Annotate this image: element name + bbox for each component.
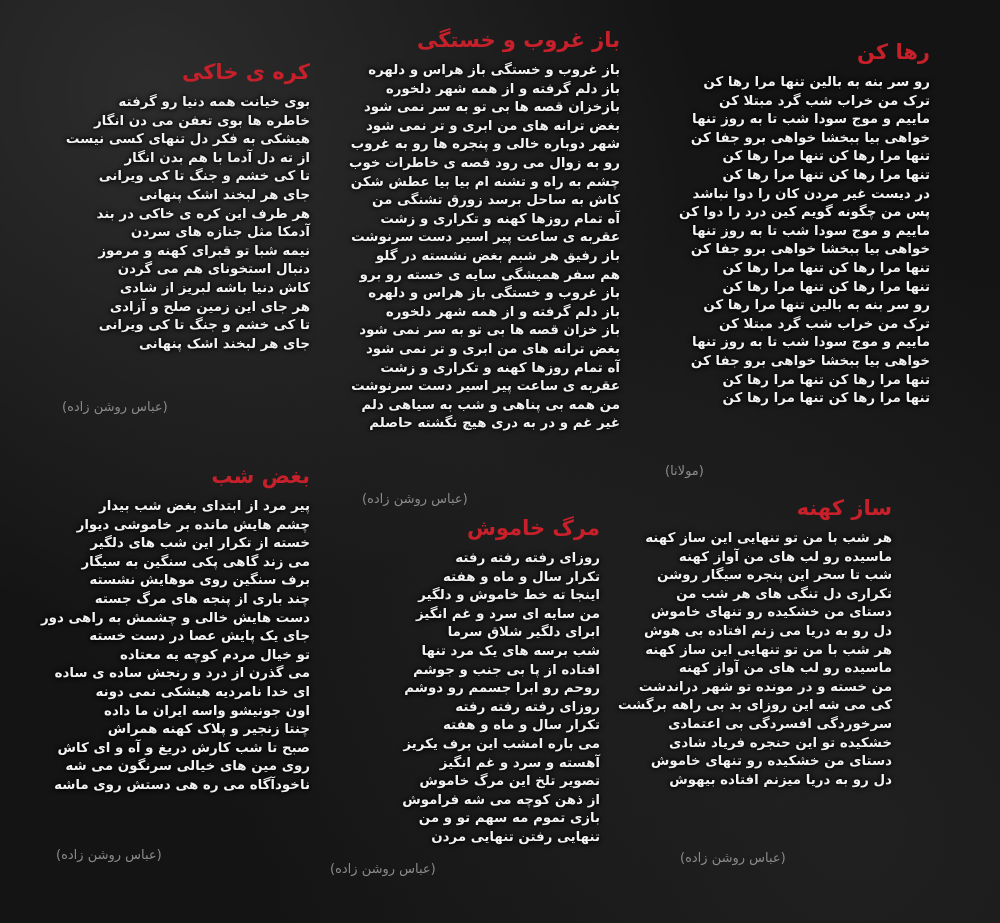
poem-line: تنها مرا رها کن تنها مرا رها کن: [722, 372, 930, 388]
poem-line: تا کی خشم و جنگ تا کی ویرانی: [98, 169, 310, 185]
poem-line: صبح تا شب کارش دریغ و آه و ای کاش: [57, 740, 310, 756]
poem-line: از ته دل آدما با هم بدن انگار: [124, 150, 310, 166]
poem-line: می باره امشب این برف یکریز: [403, 736, 600, 752]
poem-line: می زند گاهی پکی سنگین به سیگار: [81, 554, 310, 570]
poem-line: شهر دوباره خالی و پنجره ها رو به غروب: [350, 137, 620, 153]
poem-line: روحم رو ابرا جسمم رو دوشم: [404, 681, 600, 697]
poem-line: تا کی خشم و جنگ تا کی ویرانی: [98, 318, 310, 334]
poem-credit: (عباس روشن زاده): [330, 862, 436, 877]
poem-line: دستای من خشکیده رو تنهای خاموش: [650, 605, 892, 621]
poem-line: ماییم و موج سودا شب تا به روز تنها: [692, 335, 930, 351]
poem-line: چند باری از پنجه های مرگ جسته: [94, 591, 310, 607]
poem-line: تکرار سال و ماه و هفته: [443, 569, 600, 585]
poem-line: روزای رفته رفته رفته: [455, 551, 600, 566]
poem-line: ماییم و موج سودا شب تا به روز تنها: [692, 223, 930, 239]
poem-lines: [66, 94, 310, 354]
poem-line: سرخوردگی افسردگی بی اعتمادی: [668, 716, 892, 732]
poem-line: باز رفیق هر شبم بغض نشسته در گلو: [375, 248, 620, 264]
poem-line: رو سر بنه به بالین تنها مرا رها کن: [703, 298, 930, 314]
poem-line: تنها مرا رها کن تنها مرا رها کن: [722, 167, 930, 183]
poem-line: شب تا سحر این پنجره سیگار روشن: [657, 568, 892, 584]
poem-line: من همه بی پناهی و شب به سیاهی دلم: [361, 397, 620, 413]
poem-credit: (عباس روشن زاده): [362, 492, 468, 507]
poem-line: آهسته و سرد و غم انگیز: [439, 755, 600, 771]
poem-line: چنتا زنجیر و پلاک کهنه همراش: [107, 722, 310, 738]
poem-lines: [618, 530, 892, 790]
poem-line: کی می شه این روزای بد بی راهه برگشت: [617, 698, 892, 714]
poem-line: تکرار سال و ماه و هفته: [443, 718, 600, 734]
poem-line: جای هر لبخند اشک پنهانی: [139, 187, 310, 203]
poem-marg-khamoosh: [402, 514, 600, 848]
poem-line: بغض ترانه های من ابری و تر نمی شود: [365, 118, 620, 134]
poem-saz-kohne: [618, 494, 892, 790]
poem-credit: (عباس روشن زاده): [680, 851, 786, 866]
poem-line: ماسیده رو لب های من آواز کهنه: [678, 661, 892, 677]
poem-line: دستای من خشکیده رو تنهای خاموش: [650, 754, 892, 770]
poem-line: رو سر بنه به بالین تنها مرا رها کن: [703, 75, 930, 90]
poem-boghze-shab: [41, 462, 310, 796]
poem-line: تصویر تلخ این مرگ خاموش: [419, 774, 600, 790]
poem-line: ماییم و موج سودا شب تا به روز تنها: [692, 112, 930, 128]
poem-line: هر طرف این کره ی خاکی در بند: [96, 206, 310, 222]
poem-line: تنها مرا رها کن تنها مرا رها کن: [722, 279, 930, 295]
poem-title: ساز کهنه: [796, 496, 892, 520]
poem-line: ماسیده رو لب های من آواز کهنه: [678, 549, 892, 565]
poem-line: تکراری دل تنگی های هر شب من: [676, 586, 892, 602]
poem-line: دل رو به دریا میزنم افتاده بیهوش: [669, 772, 892, 788]
poem-line: هر شب با من تو تنهایی این ساز کهنه: [645, 531, 892, 546]
poem-line: آدمکا مثل جنازه های سردن: [130, 225, 310, 241]
poem-line: هر شب با من تو تنهایی این ساز کهنه: [645, 642, 892, 658]
poem-line: عقربه ی ساعت پیر اسیر دست سرنوشت: [351, 379, 620, 395]
poem-line: دنبال استخونای هم می گردن: [117, 262, 310, 278]
poem-line: خسته از تکرار این شب های دلگیر: [90, 536, 310, 552]
poem-line: تنهایی رفتن تنهایی مردن: [431, 829, 600, 845]
poem-line: باز خزان قصه ها بی تو به سر نمی شود: [359, 323, 620, 339]
poem-line: خواهی بیا ببخشا خواهی برو جفا کن: [690, 130, 930, 146]
poem-line: هم سفر همیشگی سایه ی خسته رو برو: [359, 267, 620, 283]
poem-line: پس من چگونه گویم کین درد را دوا کن: [679, 205, 930, 221]
poem-line: بازخزان قصه ها بی تو به سر نمی شود: [363, 100, 620, 116]
poem-line: برف سنگین روی موهایش نشسته: [89, 573, 310, 589]
poem-line: ابرای دلگیر شلاق سرما: [447, 625, 600, 641]
poem-line: نیمه شبا تو قبرای کهنه و مرموز: [98, 243, 310, 259]
poem-line: ترک من خراب شب گرد مبتلا کن: [719, 93, 930, 109]
poem-line: عقربه ی ساعت پیر اسیر دست سرنوشت: [351, 230, 620, 246]
poem-line: پیر مرد از ابتدای بغض شب بیدار: [99, 499, 310, 514]
poem-credit: (عباس روشن زاده): [62, 400, 168, 415]
poem-line: افتاده از پا بی جنب و جوشم: [413, 662, 600, 678]
poem-line: غیر غم و در به دری هیچ نگشته حاصلم: [369, 416, 620, 432]
poem-line: باز دلم گرفته و از همه شهر دلخوره: [385, 304, 620, 320]
poem-line: باز دلم گرفته و از همه شهر دلخوره: [385, 81, 620, 97]
poem-title: باز غروب و خستگی: [417, 28, 620, 52]
poem-line: ترک من خراب شب گرد مبتلا کن: [719, 316, 930, 332]
poem-line: شب برسه های یک مرد تنها: [421, 643, 600, 659]
poem-baz-ghoroob: [349, 26, 620, 434]
poem-title: رها کن: [857, 40, 930, 64]
poem-line: بغض ترانه های من ابری و تر نمی شود: [365, 341, 620, 357]
poem-line: اینجا ته خط خاموش و دلگیر: [418, 588, 600, 604]
poem-title: مرگ خاموش: [466, 516, 600, 540]
poem-line: تنها مرا رها کن تنها مرا رها کن: [722, 260, 930, 276]
poem-line: تنها مرا رها کن تنها مرا رها کن: [722, 391, 930, 407]
poem-title: بغض شب: [211, 464, 310, 488]
poem-line: آه تمام روزها کهنه و تکراری و زشت: [380, 211, 620, 227]
poem-line: باز غروب و خستگی باز هراس و دلهره: [368, 286, 620, 302]
poem-line: رو به زوال می رود قصه ی خاطرات خوب: [349, 155, 620, 171]
poem-line: خواهی بیا ببخشا خواهی برو جفا کن: [690, 353, 930, 369]
poem-line: ای خدا نامردیه هیشکی نمی دونه: [95, 684, 310, 700]
poem-line: اون جونیشو واسه ایران ما داده: [104, 703, 310, 719]
poem-line: من خسته و در مونده تو شهر دراندشت: [638, 679, 892, 695]
poem-line: دل رو به دریا می زنم افتاده بی هوش: [643, 623, 892, 639]
poem-kore-khaki: [66, 58, 310, 354]
poem-line: هیشکی به فکر دل تنهای کسی نیست: [65, 132, 310, 148]
poem-lines: [402, 550, 600, 848]
poem-line: کاش به ساحل برسد زورق تشنگی من: [372, 193, 620, 209]
poem-line: بوی خیانت همه دنیا رو گرفته: [118, 95, 310, 110]
poem-line: من سایه ای سرد و غم انگیز: [415, 606, 600, 622]
poem-line: جای هر لبخند اشک پنهانی: [139, 336, 310, 352]
poem-line: بازی تموم مه سهم تو و من: [418, 811, 600, 827]
poem-line: کاش دنیا باشه لبریز از شادی: [119, 280, 310, 296]
poem-line: آه تمام روزها کهنه و تکراری و زشت: [380, 360, 620, 376]
poem-line: هر جای این زمین صلح و آزادی: [109, 299, 310, 315]
poem-line: خشکیده تو این حنجره فریاد شادی: [669, 735, 892, 751]
poem-raha-kon: [679, 38, 930, 409]
poem-line: از ذهن کوچه می شه فراموش: [402, 792, 600, 808]
poem-title: کره ی خاکی: [181, 60, 310, 84]
poem-lines: [41, 498, 310, 796]
poem-line: تنها مرا رها کن تنها مرا رها کن: [722, 149, 930, 165]
poem-lines: [679, 74, 930, 409]
poem-line: چشم به راه و تشنه ام بیا بیا عطش شکن: [350, 174, 620, 190]
poem-lines: [349, 62, 620, 434]
poem-line: چشم هایش مانده بر خاموشی دیوار: [76, 517, 310, 533]
poem-line: خواهی بیا ببخشا خواهی برو جفا کن: [690, 242, 930, 258]
poem-line: ناخودآگاه می ره هی دستش روی ماشه: [54, 777, 310, 793]
poem-line: می گذرن از درد و رنجش ساده ی ساده: [54, 666, 310, 682]
poem-line: باز غروب و خستگی باز هراس و دلهره: [368, 63, 620, 78]
poem-line: جای یک پایش عصا در دست خسته: [89, 629, 310, 645]
poem-credit: (مولانا): [665, 464, 704, 479]
poem-line: روزای رفته رفته رفته: [455, 699, 600, 715]
poem-line: خاطره ها بوی تعفن می دن انگار: [93, 113, 310, 129]
poem-line: تو خیال مردم کوچه یه معتاده: [119, 647, 310, 663]
poem-line: دست هایش خالی و چشمش به راهی دور: [40, 610, 310, 626]
poem-credit: (عباس روشن زاده): [56, 848, 162, 863]
poem-line: در دیست غیر مردن کان را دوا نباشد: [692, 186, 930, 202]
poem-line: روی مین های خیالی سرنگون می شه: [65, 759, 310, 775]
